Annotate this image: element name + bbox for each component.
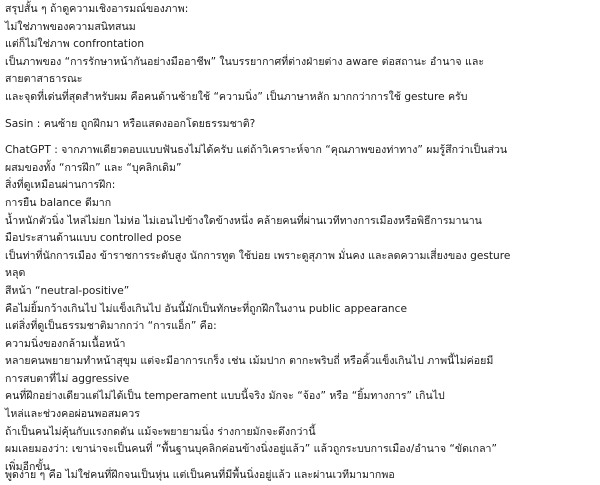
text-line: เป็นท่าที่นักการเมือง ข้าราชการระดับสูง นักการทูต ใช้บ่อย เพราะดูสุภาพ มั่นคง และลดความเสี่ยงของ gesture <box>5 249 511 262</box>
text-line: สีหน้า “neutral-positive” <box>5 284 130 297</box>
text-line: เป็นภาพของ “การรักษาหน้ากันอย่างมืออาชีพ” ในบรรยากาศที่ต่างฝ่ายต่าง aware ต่อสถานะ อำนาจ และ <box>5 55 485 68</box>
text-line: มือประสานด้านแบบ controlled pose <box>5 232 182 245</box>
text-line: และจุดที่เด่นที่สุดสำหรับผม คือคนด้านซ้ายใช้ “ความนิ่ง” เป็นภาษาหลัก มากกว่าการใช้ gesture ครับ <box>5 90 468 103</box>
text-line: หลายคนพยายามทำหน้าสุขุม แต่จะมีอาการเกร็ง เช่น เม้มปาก ตากะพริบถี่ หรือคิ้วแข็งเกินไป ภาพนี้ไม่ค่อยมี <box>5 355 494 368</box>
text-line: สรุปสั้น ๆ ถ้าดูความเชิงอารมณ์ของภาพ: <box>5 3 189 15</box>
text-line: แต่สิ่งที่ดูเป็นธรรมชาติมากกว่า “การแอ็ก” คือ: <box>5 320 217 333</box>
text-line: สายตาสาธารณะ <box>5 73 83 86</box>
answer-summary-block <box>5 1 597 107</box>
text-line: ChatGPT : จากภาพเดียวตอบแบบฟันธงไม่ได้ครับ แต่ถ้าวิเคราะห์จาก “คุณภาพของท่าทาง” ผมรู้สึกว่าเป็นส่วน <box>5 144 508 157</box>
conversation-document <box>5 1 597 482</box>
text-line: ไม่ใช่ภาพของความสนิทสนม <box>5 20 136 33</box>
text-line: น้ำหนักตัวนิ่ง ไหล่ไม่ยก ไม่ห่อ ไม่เอนไปข้างใดข้างหนึ่ง คล้ายคนที่ผ่านเวทีทางการเมืองหรือพิธีการมานาน <box>5 214 482 227</box>
text-line: ถ้าเป็นคนไม่คุ้นกับแรงกดดัน แม้จะพยายามนิ่ง ร่างกายมักจะดึงกว่านี้ <box>5 425 316 438</box>
assistant-answer-block <box>5 142 597 482</box>
text-line: สิ่งที่ดูเหมือนผ่านการฝึก: <box>5 179 116 192</box>
text-line: ผสมของทั้ง “การฝึก” และ “บุคลิกเดิม” <box>5 161 182 174</box>
paragraph-gap <box>5 107 597 116</box>
user-question: Sasin : คนซ้าย ถูกฝึกมา หรือแสดงออกโดยธรรมชาติ? <box>5 117 256 130</box>
text-line: หลุด <box>5 267 26 280</box>
text-line: ความนิ่งของกล้ามเนื้อหน้า <box>5 337 126 350</box>
text-line: คนที่ฝึกอย่างเดียวแต่ไม่ได้เป็น temperament แบบนี้จริง มักจะ “จ้อง” หรือ “ยิ้มทางการ” เกินไป <box>5 390 445 403</box>
text-line: การยืน balance ดีมาก <box>5 196 112 209</box>
text-line: เพิ่มอีกขั้น <box>5 460 50 473</box>
text-line: การสบตาที่ไม่ aggressive <box>5 372 130 385</box>
text-line: ไหล่และช่วงคอผ่อนพอสมควร <box>5 408 140 421</box>
text-line: ผมเลยมองว่า: เขาน่าจะเป็นคนที่ “พื้นฐานบุคลิกค่อนข้างนิ่งอยู่แล้ว” แล้วถูกระบบการเมือง/อำนาจ “ขัดเกลา” <box>5 443 497 456</box>
paragraph-gap <box>5 133 597 142</box>
text-line-cut-off <box>5 467 597 482</box>
text-line: คือไม่ยิ้มกว้างเกินไป ไม่แข็งเกินไป อันนี้มักเป็นทักษะที่ถูกฝึกในงาน public appearance <box>5 302 407 315</box>
text-line: แต่ก็ไม่ใช่ภาพ confrontation <box>5 38 145 51</box>
cut-off-text: พูดง่าย ๆ คือ ไม่ใช่คนที่ฝึกจนเป็นหุ่น แต่เป็นคนที่มีพื้นนิ่งอยู่แล้ว และผ่านเวทีมามากพอ <box>5 469 395 482</box>
